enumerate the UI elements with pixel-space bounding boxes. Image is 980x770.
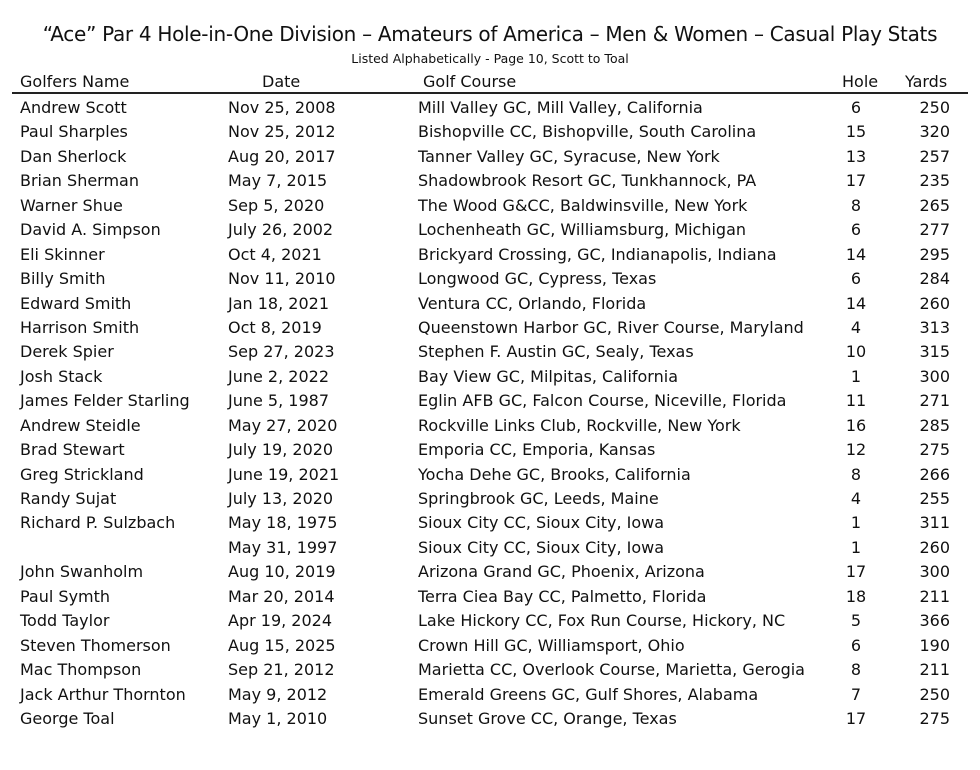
cell-name: Paul Sharples xyxy=(20,122,128,142)
cell-name: Todd Taylor xyxy=(20,611,110,631)
cell-hole: 14 xyxy=(845,244,867,264)
cell-course: Lochenheath GC, Williamsburg, Michigan xyxy=(418,220,747,240)
cell-yards: 235 xyxy=(919,171,950,191)
cell-hole: 6 xyxy=(850,635,862,655)
cell-date: Oct 8, 2019 xyxy=(228,317,322,337)
cell-name: George Toal xyxy=(20,708,115,728)
stats-table xyxy=(0,96,980,731)
cell-yards: 260 xyxy=(919,293,950,313)
cell-date: May 27, 2020 xyxy=(228,415,338,435)
cell-hole: 15 xyxy=(845,122,867,142)
cell-date: June 19, 2021 xyxy=(228,464,340,484)
cell-date: May 31, 1997 xyxy=(228,537,338,557)
cell-hole: 17 xyxy=(845,562,867,582)
cell-course: Sioux City CC, Sioux City, Iowa xyxy=(418,513,665,533)
cell-course: Ventura CC, Orlando, Florida xyxy=(418,293,647,313)
cell-date: Apr 19, 2024 xyxy=(228,611,333,631)
cell-name: Brad Stewart xyxy=(20,440,125,460)
cell-course: Rockville Links Club, Rockville, New York xyxy=(418,415,741,435)
table-row xyxy=(0,96,980,120)
table-row xyxy=(0,634,980,658)
cell-hole: 13 xyxy=(845,146,867,166)
header-date: Date xyxy=(262,72,301,91)
cell-date: Aug 20, 2017 xyxy=(228,146,336,166)
table-row xyxy=(0,658,980,682)
table-row xyxy=(0,169,980,193)
cell-course: Emporia CC, Emporia, Kansas xyxy=(418,440,656,460)
cell-hole: 5 xyxy=(850,611,862,631)
cell-hole: 7 xyxy=(850,684,862,704)
cell-course: Stephen F. Austin GC, Sealy, Texas xyxy=(418,342,694,362)
cell-course: Lake Hickory CC, Fox Run Course, Hickory, NC xyxy=(418,611,786,631)
cell-yards: 311 xyxy=(919,513,950,533)
cell-date: June 5, 1987 xyxy=(228,391,329,411)
cell-course: Terra Ciea Bay CC, Palmetto, Florida xyxy=(418,586,707,606)
table-row xyxy=(0,487,980,511)
table-row xyxy=(0,683,980,707)
cell-yards: 366 xyxy=(919,611,950,631)
cell-hole: 10 xyxy=(845,342,867,362)
cell-yards: 265 xyxy=(919,195,950,215)
table-row xyxy=(0,316,980,340)
cell-name: Andrew Scott xyxy=(20,98,127,117)
cell-date: May 7, 2015 xyxy=(228,171,328,191)
cell-yards: 295 xyxy=(919,244,950,264)
cell-date: May 9, 2012 xyxy=(228,684,328,704)
cell-hole: 14 xyxy=(845,293,867,313)
cell-course: The Wood G&CC, Baldwinsville, New York xyxy=(418,195,748,215)
cell-yards: 275 xyxy=(919,440,950,460)
cell-hole: 1 xyxy=(850,513,862,533)
cell-yards: 313 xyxy=(919,317,950,337)
header-course: Golf Course xyxy=(423,72,517,91)
table-row xyxy=(0,707,980,731)
cell-yards: 211 xyxy=(919,660,950,680)
cell-date: Nov 25, 2008 xyxy=(228,98,336,117)
cell-yards: 260 xyxy=(919,537,950,557)
table-row xyxy=(0,145,980,169)
cell-hole: 1 xyxy=(850,366,862,386)
table-row xyxy=(0,292,980,316)
cell-name: Richard P. Sulzbach xyxy=(20,513,176,533)
cell-name: Billy Smith xyxy=(20,269,106,289)
table-row xyxy=(0,365,980,389)
cell-hole: 17 xyxy=(845,708,867,728)
cell-date: May 18, 1975 xyxy=(228,513,338,533)
cell-date: June 2, 2022 xyxy=(228,366,329,386)
page-title: “Ace” Par 4 Hole-in-One Division – Amateurs of America – Men & Women – Casual Play Stats xyxy=(42,22,938,46)
cell-hole: 8 xyxy=(850,464,862,484)
cell-hole: 6 xyxy=(850,220,862,240)
cell-date: July 26, 2002 xyxy=(228,220,334,240)
table-row xyxy=(0,463,980,487)
cell-yards: 284 xyxy=(919,269,950,289)
cell-yards: 250 xyxy=(919,98,950,117)
cell-hole: 6 xyxy=(850,98,862,117)
cell-hole: 17 xyxy=(845,171,867,191)
cell-hole: 6 xyxy=(850,269,862,289)
table-row xyxy=(0,267,980,291)
cell-course: Brickyard Crossing, GC, Indianapolis, Indiana xyxy=(418,244,777,264)
cell-name: Mac Thompson xyxy=(20,660,142,680)
cell-yards: 266 xyxy=(919,464,950,484)
cell-hole: 18 xyxy=(845,586,867,606)
cell-yards: 275 xyxy=(919,708,950,728)
table-row xyxy=(0,243,980,267)
cell-date: Oct 4, 2021 xyxy=(228,244,322,264)
cell-name: Steven Thomerson xyxy=(20,635,171,655)
table-row xyxy=(0,438,980,462)
table-row xyxy=(0,511,980,535)
cell-yards: 257 xyxy=(919,146,950,166)
cell-yards: 211 xyxy=(919,586,950,606)
page-subtitle: Listed Alphabetically - Page 10, Scott to Toal xyxy=(351,51,629,66)
cell-yards: 300 xyxy=(919,366,950,386)
cell-name: Dan Sherlock xyxy=(20,146,127,166)
cell-course: Longwood GC, Cypress, Texas xyxy=(418,269,657,289)
cell-name: Harrison Smith xyxy=(20,317,140,337)
cell-yards: 255 xyxy=(919,489,950,508)
cell-yards: 190 xyxy=(919,635,950,655)
header-hole: Hole xyxy=(842,72,879,91)
cell-hole: 11 xyxy=(845,391,867,411)
cell-name: Jack Arthur Thornton xyxy=(20,684,186,704)
cell-date: Sep 21, 2012 xyxy=(228,660,335,680)
cell-date: Nov 25, 2012 xyxy=(228,122,336,142)
cell-name: Greg Strickland xyxy=(20,464,144,484)
cell-name: John Swanholm xyxy=(20,562,144,582)
cell-hole: 8 xyxy=(850,660,862,680)
cell-hole: 8 xyxy=(850,195,862,215)
cell-course: Yocha Dehe GC, Brooks, California xyxy=(418,464,691,484)
cell-yards: 277 xyxy=(919,220,950,240)
table-row xyxy=(0,414,980,438)
cell-date: Mar 20, 2014 xyxy=(228,586,335,606)
cell-course: Crown Hill GC, Williamsport, Ohio xyxy=(418,635,685,655)
table-row xyxy=(0,120,980,144)
table-row xyxy=(0,536,980,560)
cell-yards: 271 xyxy=(919,391,950,411)
cell-date: Sep 27, 2023 xyxy=(228,342,335,362)
cell-yards: 285 xyxy=(919,415,950,435)
cell-course: Bay View GC, Milpitas, California xyxy=(418,366,678,386)
cell-yards: 315 xyxy=(919,342,950,362)
header-yards: Yards xyxy=(905,72,948,91)
cell-name: Andrew Steidle xyxy=(20,415,141,435)
cell-date: Aug 10, 2019 xyxy=(228,562,336,582)
table-row xyxy=(0,560,980,584)
cell-yards: 320 xyxy=(919,122,950,142)
header-name: Golfers Name xyxy=(20,72,130,91)
cell-course: Sioux City CC, Sioux City, Iowa xyxy=(418,537,665,557)
cell-course: Springbrook GC, Leeds, Maine xyxy=(418,489,659,508)
table-row xyxy=(0,389,980,413)
cell-date: July 13, 2020 xyxy=(228,489,334,508)
cell-hole: 1 xyxy=(850,537,862,557)
cell-course: Marietta CC, Overlook Course, Marietta, Gerogia xyxy=(418,660,805,680)
cell-course: Sunset Grove CC, Orange, Texas xyxy=(418,708,677,728)
cell-date: Aug 15, 2025 xyxy=(228,635,336,655)
cell-name: Randy Sujat xyxy=(20,489,117,508)
cell-name: Warner Shue xyxy=(20,195,123,215)
cell-yards: 250 xyxy=(919,684,950,704)
header-divider xyxy=(12,92,968,94)
table-row xyxy=(0,340,980,364)
cell-date: July 19, 2020 xyxy=(228,440,334,460)
cell-name: Edward Smith xyxy=(20,293,132,313)
cell-course: Tanner Valley GC, Syracuse, New York xyxy=(418,146,720,166)
table-row xyxy=(0,194,980,218)
cell-date: Jan 18, 2021 xyxy=(228,293,329,313)
cell-course: Mill Valley GC, Mill Valley, California xyxy=(418,98,703,117)
table-row xyxy=(0,218,980,242)
table-row xyxy=(0,585,980,609)
cell-name: Paul Symth xyxy=(20,586,111,606)
cell-hole: 4 xyxy=(850,317,862,337)
cell-course: Arizona Grand GC, Phoenix, Arizona xyxy=(418,562,705,582)
cell-course: Eglin AFB GC, Falcon Course, Niceville, Florida xyxy=(418,391,787,411)
cell-name: Brian Sherman xyxy=(20,171,139,191)
cell-course: Queenstown Harbor GC, River Course, Maryland xyxy=(418,317,804,337)
cell-name: David A. Simpson xyxy=(20,220,161,240)
cell-course: Emerald Greens GC, Gulf Shores, Alabama xyxy=(418,684,759,704)
cell-yards: 300 xyxy=(919,562,950,582)
cell-hole: 16 xyxy=(845,415,867,435)
cell-date: May 1, 2010 xyxy=(228,708,328,728)
table-row xyxy=(0,609,980,633)
cell-course: Bishopville CC, Bishopville, South Carolina xyxy=(418,122,757,142)
cell-hole: 12 xyxy=(845,440,867,460)
cell-name: Josh Stack xyxy=(20,366,103,386)
cell-name: Eli Skinner xyxy=(20,244,105,264)
cell-hole: 4 xyxy=(850,489,862,508)
cell-course: Shadowbrook Resort GC, Tunkhannock, PA xyxy=(418,171,757,191)
cell-date: Sep 5, 2020 xyxy=(228,195,325,215)
cell-name: James Felder Starling xyxy=(20,391,190,411)
cell-date: Nov 11, 2010 xyxy=(228,269,336,289)
cell-name: Derek Spier xyxy=(20,342,114,362)
